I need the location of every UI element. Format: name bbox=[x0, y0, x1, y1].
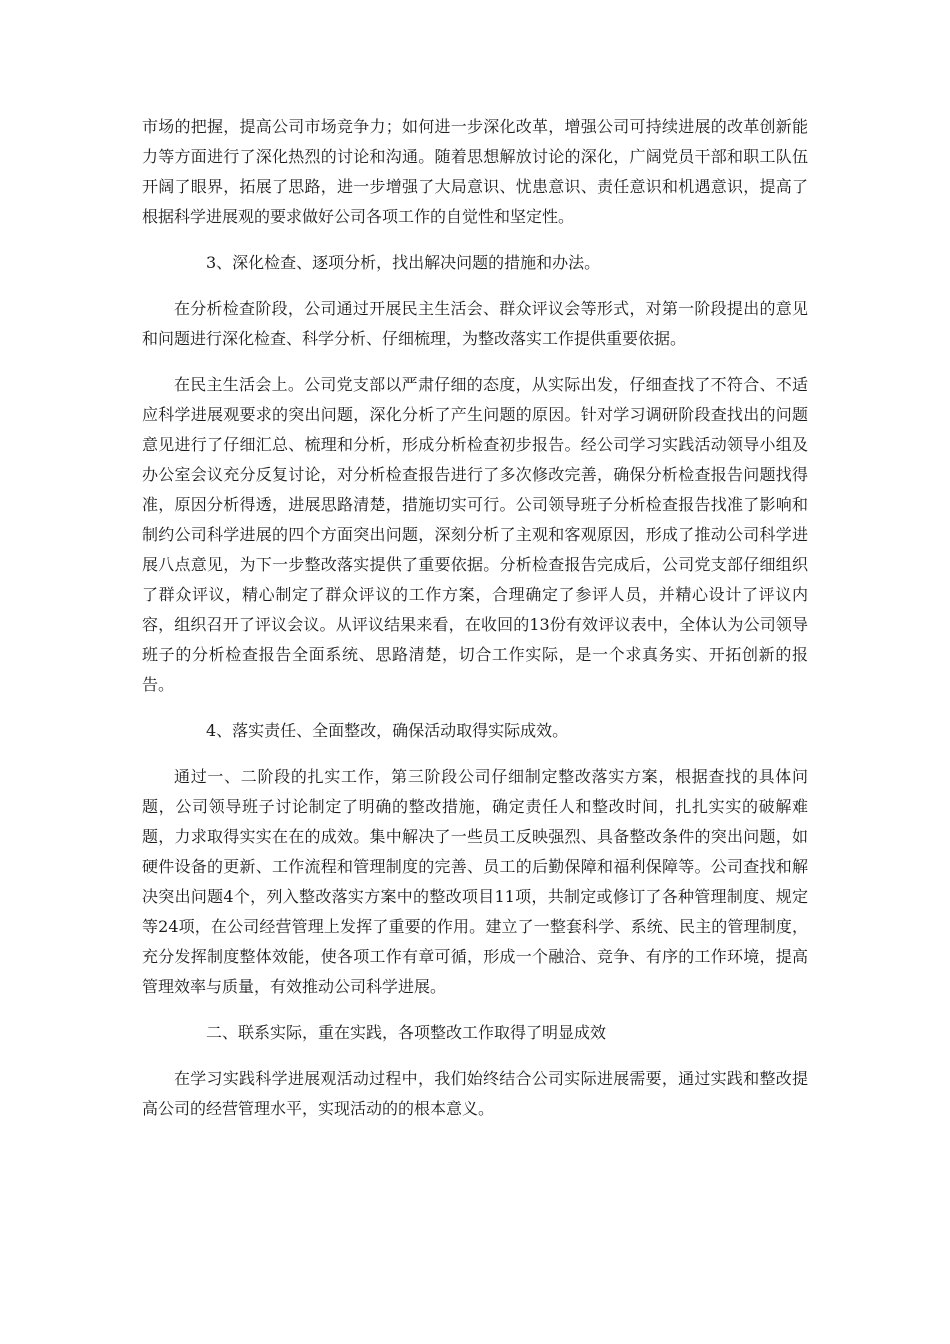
section-heading-4: 4、落实责任、全面整改，确保活动取得实际成效。 bbox=[206, 721, 569, 740]
paragraph-democratic-meeting: 在民主生活会上。公司党支部以严肃仔细的态度，从实际出发，仔细查找了不符合、不适应科学进展观要求的突出问题，深化分析了产生问题的原因。针对学习调研阶段查找出的问题意见进行了仔细汇总、梳理和分析，形成分析检查初步报告。经公司学习实践活动领导小组及办公室会议充分反复讨论，对分析检查报告进行了多次修改完善，确保分析检查报告问题找得准，原因分析得透，进展思路清楚，措施切实可行。公司领导班子分析检查报告找准了影响和制约公司科学进展的四个方面突出问题，深刻分析了主观和客观原因，形成了推动公司科学进展八点意见，为下一步整改落实提供了重要依据。分析检查报告完成后，公司党支部仔细组织了群众评议，精心制定了群众评议的工作方案，合理确定了参评人员，并精心设计了评议内容，组织召开了评议会议。从评议结果来看，在收回的13份有效评议表中，全体认为公司领导班子的分析检查报告全面系统、思路清楚，切合工作实际，是一个求真务实、开拓创新的报告。 bbox=[142, 375, 808, 694]
paragraph-analysis-stage: 在分析检查阶段，公司通过开展民主生活会、群众评议会等形式，对第一阶段提出的意见和问题进行深化检查、科学分析、仔细梳理，为整改落实工作提供重要依据。 bbox=[142, 299, 808, 348]
paragraph-practice: 在学习实践科学进展观活动过程中，我们始终结合公司实际进展需要，通过实践和整改提高公司的经营管理水平，实现活动的的根本意义。 bbox=[142, 1069, 808, 1118]
section-heading-part-two: 二、联系实际，重在实践，各项整改工作取得了明显成效 bbox=[206, 1023, 607, 1042]
section-heading-3: 3、深化检查、逐项分析，找出解决问题的措施和办法。 bbox=[206, 253, 601, 272]
paragraph-rectification: 通过一、二阶段的扎实工作，第三阶段公司仔细制定整改落实方案，根据查找的具体问题，公司领导班子讨论制定了明确的整改措施，确定责任人和整改时间，扎扎实实的破解难题，力求取得实实在在的成效。集中解决了一些员工反映强烈、具备整改条件的突出问题，如硬件设备的更新、工作流程和管理制度的完善、员工的后勤保障和福利保障等。公司查找和解决突出问题4个，列入整改落实方案中的整改项目11项，共制定或修订了各种管理制度、规定等24项，在公司经营管理上发挥了重要的作用。建立了一整套科学、系统、民主的管理制度，充分发挥制度整体效能，使各项工作有章可循，形成一个融洽、竞争、有序的工作环境，提高管理效率与质量，有效推动公司科学进展。 bbox=[142, 767, 808, 996]
document-body bbox=[142, 112, 808, 1140]
paragraph-continuation: 市场的把握，提高公司市场竞争力；如何进一步深化改革，增强公司可持续进展的改革创新能力等方面进行了深化热烈的讨论和沟通。随着思想解放讨论的深化，广阔党员干部和职工队伍开阔了眼界，拓展了思路，进一步增强了大局意识、忧患意识、责任意识和机遇意识，提高了根据科学进展观的要求做好公司各项工作的自觉性和坚定性。 bbox=[142, 117, 808, 226]
